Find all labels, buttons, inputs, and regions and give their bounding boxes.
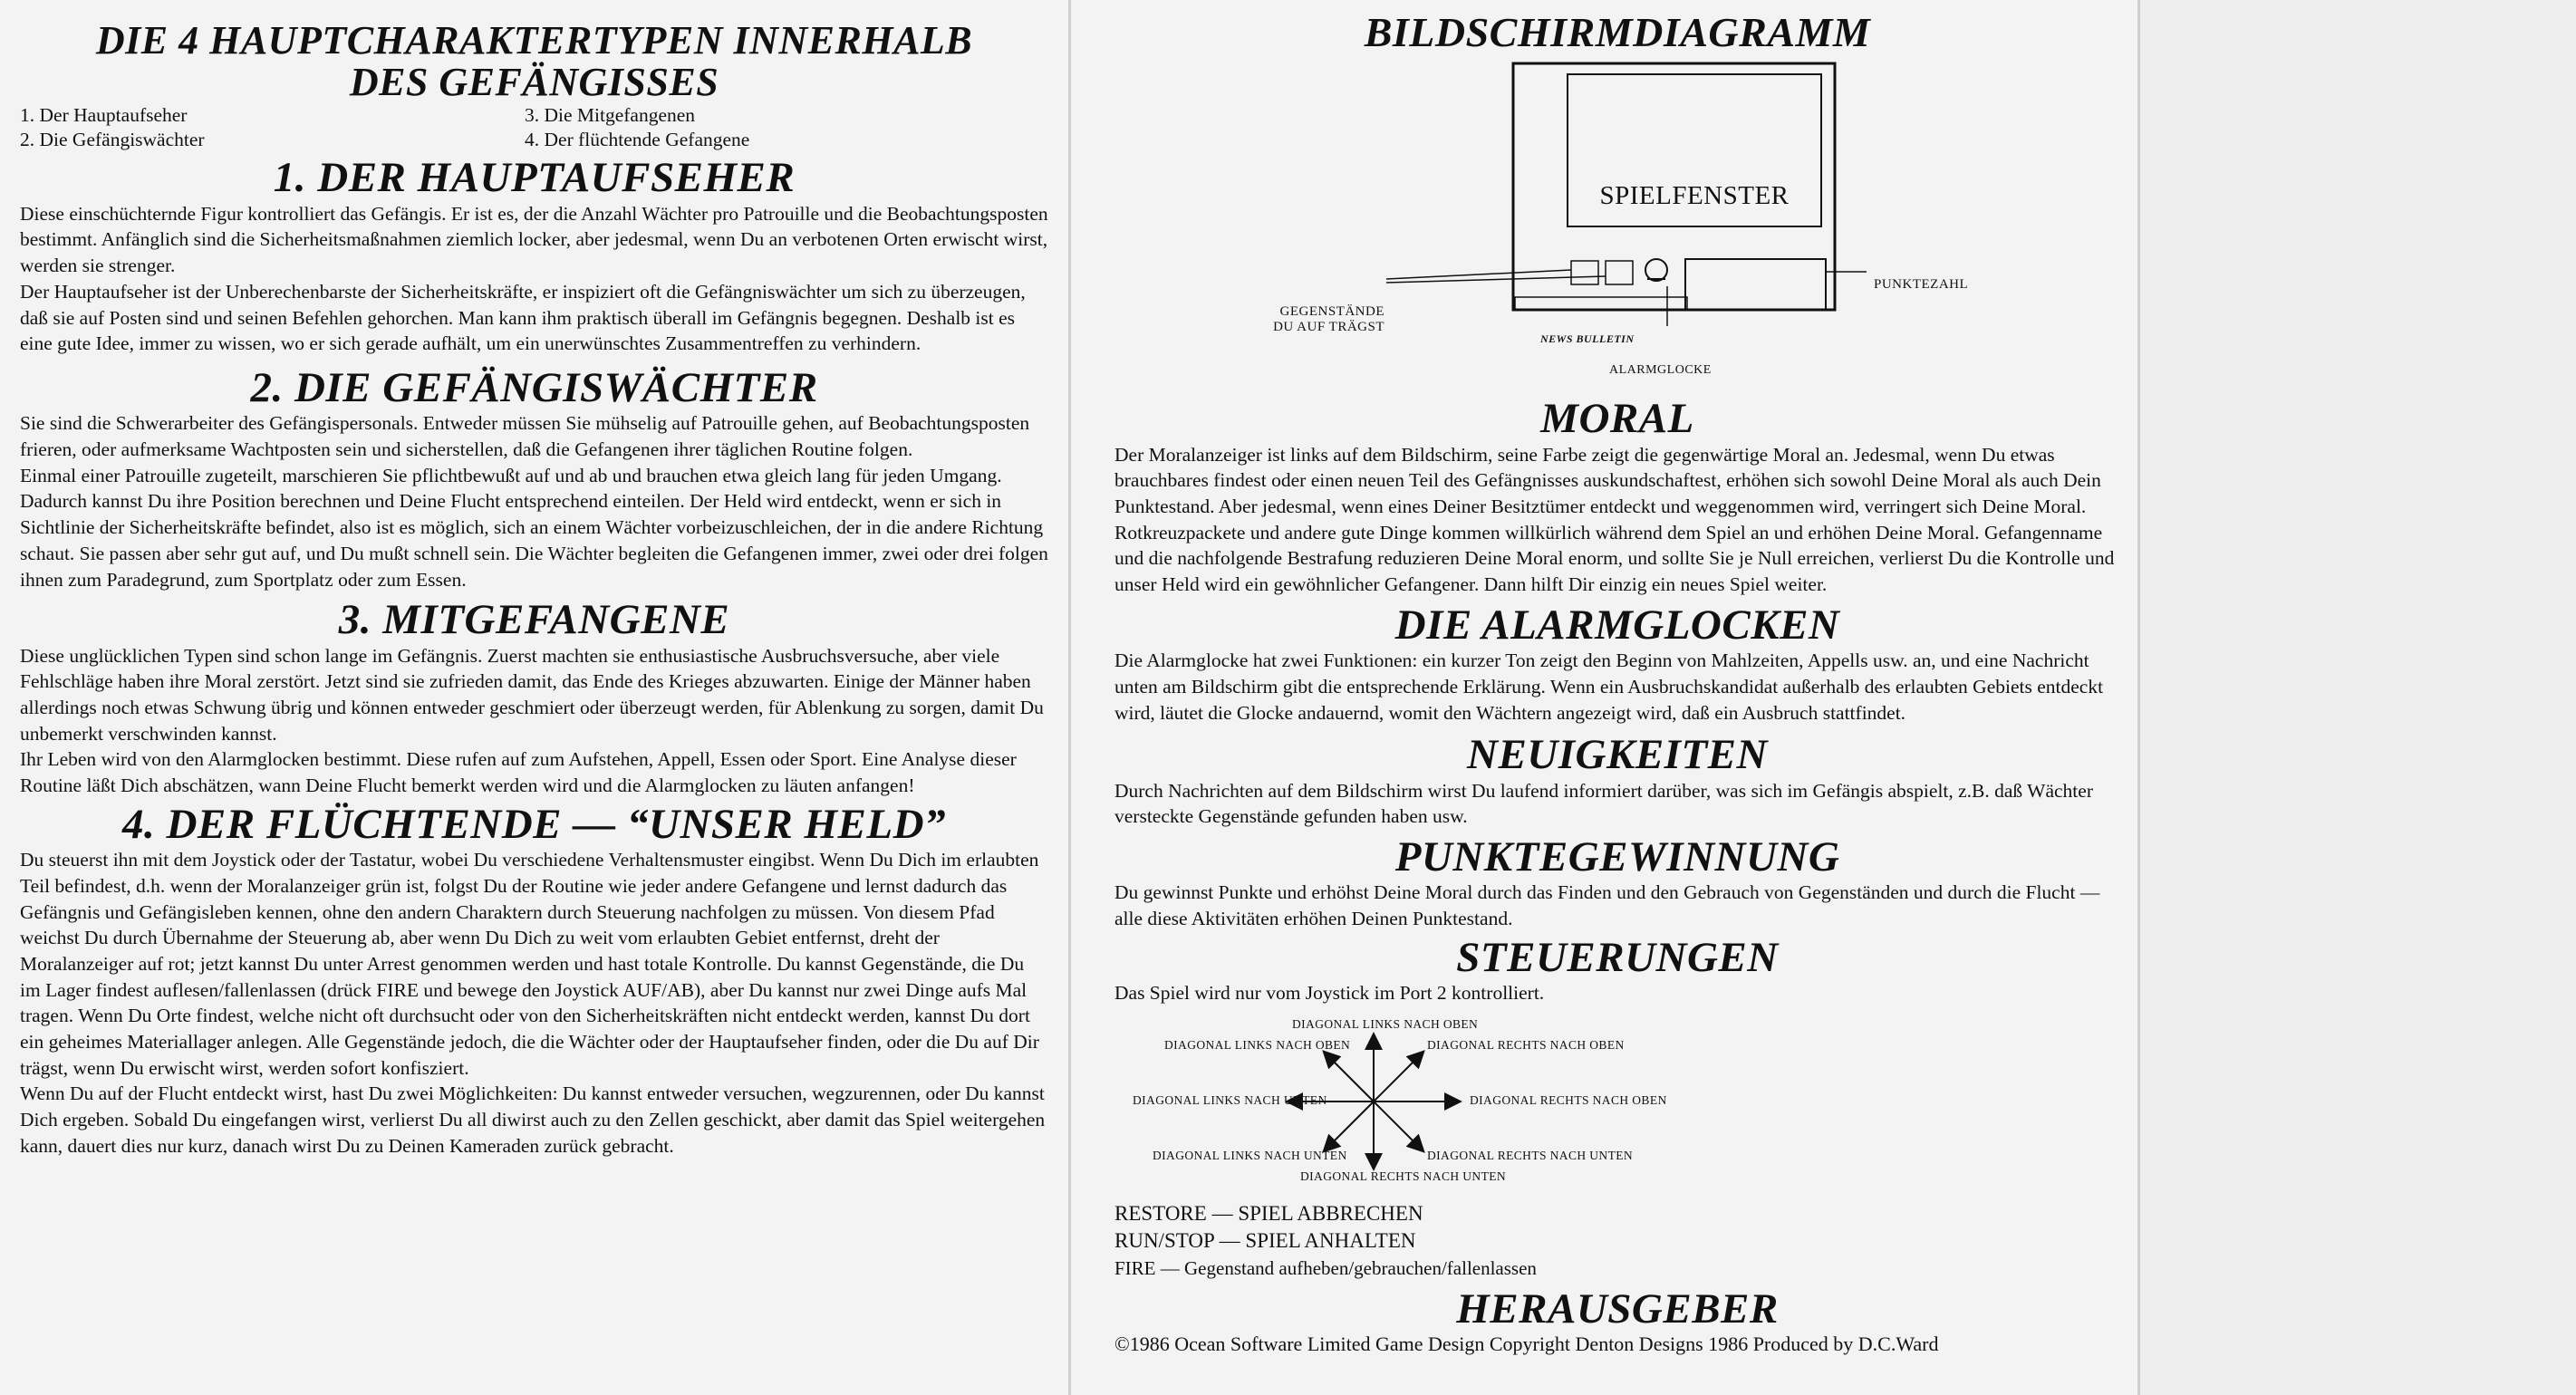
paragraph: Das Spiel wird nur vom Joystick im Port 2 kontrolliert. — [1114, 982, 1545, 1005]
paragraph: Durch Nachrichten auf dem Bildschirm wirst Du laufend informiert darüber, was sich im Gefängis abspielt, z.B. daß Wächter versteckte Gegenstände gefunden haben usw. — [1114, 779, 2093, 828]
item-slot-1 — [1571, 261, 1598, 284]
section-heading-fluechtende: 4. DER FLÜCHTENDE — “UNSER HELD” — [121, 800, 947, 848]
joystick-diagram — [1114, 1015, 2120, 1188]
alarm-bell-icon — [1645, 259, 1667, 281]
joystick-label-bottom: DIAGONAL RECHTS NACH UNTEN — [1300, 1169, 1507, 1183]
list-item: 1. Der Hauptaufseher — [20, 104, 188, 127]
items-label-line1: GEGENSTÄNDE — [1279, 304, 1384, 320]
section-heading-hauptaufseher: 1. DER HAUPTAUFSEHER — [273, 154, 796, 202]
paragraph: Ihr Leben wird von den Alarmglocken bestimmt. Diese rufen auf zum Aufstehen, Appell, Essen oder Sport. Eine Analyse dieser Routine läßt Dich abschätzen, wann Deine Flucht bemerkt werden wird und die Alarmglocken zu läuten anfangen! — [20, 748, 1017, 797]
diagram-title: BILDSCHIRMDIAGRAMM — [1364, 9, 1871, 55]
paragraph: Einmal einer Patrouille zugeteilt, marschieren Sie pflichtbewußt auf und ab und brauchen etwa gleich lang für jeden Umgang. Dadurch kannst Du ihre Position berechnen und Deine Flucht entsprechend einteilen. Der Held wird entdeckt, wenn er sich in Sichtlinie der Sicherheitskräfte befindet, also ist es möglich, sich an einem Wächter vorbeizuschleichen, der in die andere Richtung schaut. Sie passen aber sehr gut auf, und Du mußt schnell sein. Die Wächter begleiten die Gefangenen immer, zwei oder drei folgen ihnen zum Paradegrund, zum Sportplatz oder zum Essen. — [20, 464, 1048, 591]
news-bulletin-label: NEWS BULLETIN — [1540, 332, 1635, 346]
joystick-label-up-right: DIAGONAL RECHTS NACH OBEN — [1427, 1037, 1625, 1052]
section-heading-publisher: HERAUSGEBER — [1456, 1284, 1779, 1332]
section-heading-moral: MORAL — [1540, 395, 1694, 443]
arrow-up-left — [1325, 1053, 1374, 1102]
paragraph: Die Alarmglocke hat zwei Funktionen: ein kurzer Ton zeigt den Beginn von Mahlzeiten, Appells usw. an, und eine Nachricht unten am Bildschirm gibt die entsprechende Erklärung. Wenn ein Ausbruchskandidat außerhalb des erlaubten Gebiets entdeckt wird, läutet die Glocke andauernd, womit den Wächtern angezeigt wird, daß ein Ausbruch stattfindet. — [1114, 649, 2104, 724]
control-runstop: RUN/STOP — SPIEL ANHALTEN — [1114, 1228, 1416, 1252]
publisher-credits: ©1986 Ocean Software Limited Game Design Copyright Denton Designs 1986 Produced by D.C.Ward — [1114, 1332, 1939, 1356]
paragraph: Der Hauptaufseher ist der Unberechenbarste der Sicherheitskräfte, er inspiziert oft die Gefängniswächter um sich zu überzeugen, daß sie auf Posten sind und seinen Befehlen gehorchen. Man kann ihm praktisch überall im Gefängnis begegnen. Deshalb ist es eine gute Idee, immer zu wissen, wo er sich gerade aufhält, um ein unerwünschtes Zusammentreffen zu verhindern. — [20, 280, 1026, 355]
joystick-label-left: DIAGONAL LINKS NACH UNTEN — [1133, 1092, 1327, 1107]
alarm-bell-label: ALARMGLOCKE — [1609, 363, 1712, 378]
joystick-label-down-left: DIAGONAL LINKS NACH UNTEN — [1153, 1148, 1347, 1162]
paragraph: Wenn Du auf der Flucht entdeckt wirst, hast Du zwei Möglichkeiten: Du kannst entweder versuchen, wegzurennen, oder Du kannst Dich ergeben. Sobald Du eingefangen wirst, verlierst Du all diwirst auch zu den Zellen geschickt, aber damit das Spiel weitergehen kann, dauert dies nur kurz, danach wirst Du zu Deinen Kameraden zurück gebracht. — [20, 1082, 1046, 1157]
title-line-2: DES GEFÄNGISSES — [349, 60, 719, 105]
paragraph: Du steuerst ihn mit dem Joystick oder der Tastatur, wobei Du verschiedene Verhaltensmuster eingibst. Wenn Du Dich im erlaubten Teil befindest, d.h. wenn der Moralanzeiger grün ist, folgst Du der Routine wie jeder andere Gefangene und lernst dadurch das Gefängnis und Gefängisleben kennen, ohne den andern Charaktern durch Steuerung nachfolgen zu müssen. Von diesem Pfad weichst Du durch Übernahme der Steuerung ab, aber wenn Du Dich zu weit vom erlaubten Gebiet entfernst, dreht der Moralanzeiger auf rot; jetzt kannst Du unter Arrest genommen werden und hast totale Kontrolle. Du kannst Gegenstände, die Du im Lager findest auflesen/fallenlassen (drück FIRE und bewege den Joystick AUF/AB), aber Du kannst nur zwei Dinge aufs Mal tragen. Wenn Du Orte findest, welche nicht oft durchsucht oder von den Sicherheitskräften nicht entdeckt werden, kannst Du dort ein geheimes Materiallager anlegen. Alle Gegenstände jedoch, die die Wächter oder der Hauptaufseher finden, oder die Du auf Dir trägst, wenn Du erwischt wirst, werden sofort konfisziert. — [20, 849, 1039, 1079]
game-window-label: SPIELFENSTER — [1599, 181, 1790, 211]
arrow-down-left — [1325, 1102, 1374, 1150]
arrow-up-right — [1374, 1053, 1423, 1102]
score-box — [1685, 259, 1826, 310]
section-heading-points: PUNKTEGEWINNUNG — [1394, 833, 1840, 881]
joystick-label-top: DIAGONAL LINKS NACH OBEN — [1292, 1016, 1479, 1031]
middle-column — [1114, 0, 2120, 1358]
section-heading-alarm: DIE ALARMGLOCKEN — [1394, 601, 1840, 649]
page-title — [20, 20, 1048, 103]
character-type-list — [20, 103, 1048, 152]
arrow-down-right — [1374, 1102, 1423, 1150]
paragraph: Diese unglücklichen Typen sind schon lange im Gefängnis. Zuerst machten sie enthusiastische Ausbruchsversuche, aber viele Fehlschläge haben ihre Moral zerstört. Jetzt sind sie zufrieden damit, das Ende des Krieges abzuwarten. Einige der Männer haben allerdings noch etwas Schwung übrig und können entweder geschmiert oder überzeugt werden, für Ablenkung zu sorgen, damit Du unbemerkt verschwinden kannst. — [20, 644, 1044, 745]
news-bulletin-box — [1515, 297, 1687, 310]
fold-line — [2137, 0, 2140, 1395]
screen-diagram — [1114, 54, 2120, 378]
score-label: PUNKTEZAHL — [1874, 277, 1969, 293]
title-line-1: DIE 4 HAUPTCHARAKTERTYPEN INNERHALB — [95, 18, 973, 63]
section-heading-waechter: 2. DIE GEFÄNGISWÄCHTER — [250, 363, 818, 411]
paragraph: Diese einschüchternde Figur kontrolliert das Gefängis. Er ist es, der die Anzahl Wächter pro Patrouille und die Beobachtungsposten bestimmt. Anfänglich sind die Sicherheitsmaßnahmen ziemlich locker, aber jedesmal, wenn Du an verbotenen Orten erwischt wirst, werden sie strenger. — [20, 202, 1048, 277]
list-item: 2. Die Gefängiswächter — [20, 129, 205, 151]
left-column — [20, 0, 1048, 1159]
paragraph: Du gewinnst Punkte und erhöhst Deine Moral durch das Finden und den Gebrauch von Gegenständen und durch die Flucht — alle diese Aktivitäten erhöhen Deinen Punktestand. — [1114, 881, 2100, 930]
control-fire: FIRE — Gegenstand aufheben/gebrauchen/fallenlassen — [1114, 1256, 1537, 1279]
section-heading-news: NEUIGKEITEN — [1467, 731, 1768, 779]
items-label-line2: DU AUF TRÄGST — [1273, 320, 1384, 335]
paragraph: Sie sind die Schwerarbeiter des Gefängispersonals. Entweder müssen Sie mühselig auf Patrouille gehen, auf Beobachtungsposten frieren, oder aufmerksame Wachtposten sein und sicherstellen, daß die Gefangenen ihrer täglichen Routine folgen. — [20, 412, 1030, 460]
joystick-label-right: DIAGONAL RECHTS NACH OBEN — [1470, 1092, 1667, 1107]
paragraph: Der Moralanzeiger ist links auf dem Bildschirm, seine Farbe zeigt die gegenwärtige Moral an. Jedesmal, wenn Du etwas brauchbares findest oder einen neuen Teil des Gefängnisses auskundschaftest, erhöhen sich sowohl Deine Moral als auch Dein Punktestand. Aber jedesmal, wenn eines Deiner Besitztümer entdeckt und weggenommen wird, verringert sich Deine Moral. Rotkreuzpackete und andere gute Dinge kommen willkürlich während dem Spiel an und erhöhen Deine Moral. Gefangenname und die nachfolgende Bestrafung reduzieren Deine Moral enorm, und sollte Sie je Null erreichen, verlierst Du die Kontrolle und unser Held wird ein gewöhnlicher Gefangener. Dann hilft Dir einzig ein neues Spiel weiter. — [1114, 443, 2115, 596]
fold-line — [1068, 0, 1071, 1395]
joystick-label-up-left: DIAGONAL LINKS NACH OBEN — [1164, 1037, 1351, 1052]
right-blank-panel — [2138, 0, 2576, 1395]
item-slot-2 — [1606, 261, 1633, 284]
list-item: 3. Die Mitgefangenen — [525, 104, 696, 127]
control-restore: RESTORE — SPIEL ABBRECHEN — [1114, 1201, 1423, 1225]
list-item: 4. Der flüchtende Gefangene — [525, 129, 750, 151]
section-heading-mitgefangene: 3. MITGEFANGENE — [338, 596, 730, 644]
section-heading-controls: STEUERUNGEN — [1456, 933, 1779, 981]
joystick-label-down-right: DIAGONAL RECHTS NACH UNTEN — [1427, 1148, 1634, 1162]
